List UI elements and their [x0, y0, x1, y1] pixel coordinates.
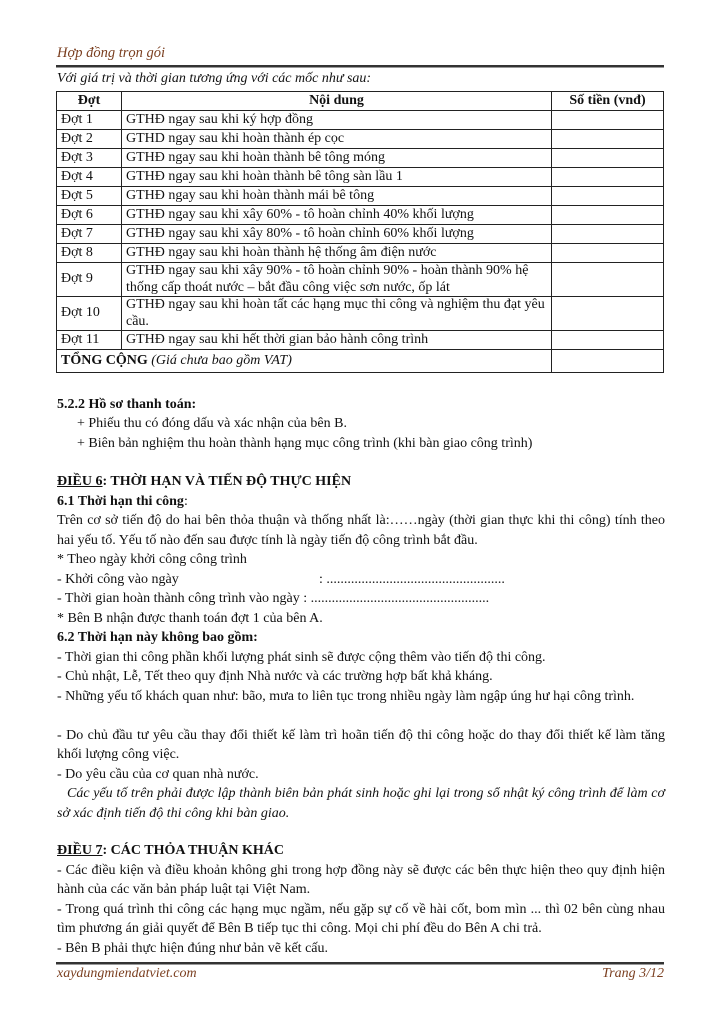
total-cell: [57, 350, 552, 373]
start-date-label: - Khởi công vào ngày: [57, 571, 179, 587]
row-dot: Đợt 2: [57, 130, 122, 149]
header-rule: [56, 65, 664, 68]
section-61-colon: :: [183, 493, 188, 509]
s522-item: + Phiếu thu có đóng dấu và xác nhận của bên B.: [77, 416, 347, 431]
row-dot: Đợt 10: [57, 297, 122, 331]
article-7-item: - Các điều kiện và điều khoản không ghi trong hợp đồng này sẽ được các bên thực hiện theo quy định hiện hành của các văn bản pháp luật tại Việt Nam.: [57, 862, 665, 897]
table-header-row: [57, 92, 664, 111]
row-content: GTHĐ ngay sau khi hoàn thành bê tông sàn lầu 1: [122, 168, 552, 187]
row-amount: [552, 149, 664, 168]
table-row: [57, 111, 664, 130]
article-7-item: - Bên B phải thực hiện đúng như bản vẽ kết cấu.: [57, 940, 328, 956]
finish-date-label: - Thời gian hoàn thành công trình vào ngày: [57, 591, 300, 606]
table-row: [57, 206, 664, 225]
s522-item: + Biên bản nghiệm thu hoàn thành hạng mục công trình (khi bàn giao công trình): [77, 435, 533, 451]
start-condition-2: * Bên B nhận được thanh toán đợt 1 của bên A.: [57, 610, 323, 626]
row-dot: Đợt 8: [57, 244, 122, 263]
start-date-line: [57, 570, 665, 590]
row-content: GTHĐ ngay sau khi xây 60% - tô hoàn chỉnh 40% khối lượng: [122, 206, 552, 225]
footer-rule: [56, 962, 664, 965]
section-61-title: 6.1 Thời hạn thi công: [57, 493, 184, 509]
row-amount: [552, 331, 664, 350]
finish-date-value: : ...................................................: [303, 591, 490, 606]
section-61-heading: [57, 492, 665, 512]
finish-date-line: [57, 589, 665, 609]
table-row: [57, 149, 664, 168]
row-dot: Đợt 6: [57, 206, 122, 225]
row-content: GTHĐ ngay sau khi hoàn thành mái bê tông: [122, 187, 552, 206]
table-total-row: [57, 350, 664, 373]
footer-website: xaydungmiendatviet.com: [57, 966, 197, 981]
row-content: GTHĐ ngay sau khi xây 80% - tô hoàn chỉnh 60% khối lượng: [122, 225, 552, 244]
row-content: GTHD ngay sau khi hoàn thành ép cọc: [122, 130, 552, 149]
row-amount: [552, 187, 664, 206]
article-7-item: - Trong quá trình thi công các hạng mục ngầm, nếu gặp sự cố về hài cốt, bom mìn ... thì 02 bên cùng nhau tìm phương án giải quyết để Bên B tiếp tục thi công. Mọi chi phí đều do Bên A chi trả.: [57, 901, 665, 936]
section-522-title: 5.2.2 Hồ sơ thanh toán:: [57, 397, 197, 412]
table-row: [57, 263, 664, 297]
row-dot: Đợt 11: [57, 331, 122, 350]
header-dot: Đợt: [57, 92, 122, 111]
row-amount: [552, 244, 664, 263]
row-amount: [552, 206, 664, 225]
article-7-label: ĐIỀU 7: [57, 843, 103, 858]
row-dot: Đợt 4: [57, 168, 122, 187]
start-condition-1: * Theo ngày khởi công công trình: [57, 552, 247, 567]
section-62-note: Các yếu tố trên phải được lập thành biên bản phát sinh hoặc ghi lại trong sổ nhật ký công trình để làm cơ sở xác định tiến độ thi công khi bàn giao.: [57, 786, 665, 821]
payment-schedule-table: [56, 91, 664, 373]
header-amount: Số tiền (vnđ): [552, 92, 664, 111]
s62-item: - Do yêu cầu của cơ quan nhà nước.: [57, 766, 259, 782]
row-amount: [552, 297, 664, 331]
row-content: GTHĐ ngay sau khi hoàn thành bê tông móng: [122, 149, 552, 168]
row-content: GTHĐ ngay sau khi ký hợp đồng: [122, 111, 552, 130]
row-content: GTHĐ ngay sau khi hoàn thành hệ thống âm điện nước: [122, 244, 552, 263]
footer-page-number: Trang 3/12: [602, 966, 664, 981]
row-dot: Đợt 9: [57, 263, 122, 297]
total-amount: [552, 350, 664, 373]
running-header-title: Hợp đồng trọn gói: [57, 45, 166, 61]
section-61-paragraph: Trên cơ sở tiến độ do hai bên thỏa thuận và thống nhất là:……ngày (thời gian thực khi thi công) tính theo hai yếu tố. Yếu tố nào đến sau được tính là ngày tiến độ công trình bắt đầu.: [57, 513, 665, 548]
article-7-title: : CÁC THỎA THUẬN KHÁC: [102, 843, 285, 858]
table-row: [57, 244, 664, 263]
article-6-heading: [57, 472, 665, 492]
s62-item: - Thời gian thi công phần khối lượng phát sinh sẽ được cộng thêm vào tiến độ thi công.: [57, 649, 546, 665]
section-62-title: 6.2 Thời hạn này không bao gồm:: [57, 630, 258, 645]
s62-item: - Do chủ đầu tư yêu cầu thay đổi thiết kế làm trì hoãn tiến độ thi công hoặc do thay đổi thiết kế làm tăng khối lượng công việc.: [57, 727, 665, 762]
total-note: (Giá chưa bao gồm VAT): [151, 352, 292, 368]
row-dot: Đợt 7: [57, 225, 122, 244]
row-content: GTHĐ ngay sau khi hết thời gian bảo hành công trình: [122, 331, 552, 350]
row-content: GTHĐ ngay sau khi xây 90% - tô hoàn chỉnh 90% - hoàn thành 90% hệ thống cấp thoát nước – bắt đầu công việc sơn nước, ốp lát: [122, 263, 552, 297]
table-row: [57, 168, 664, 187]
s62-item: - Chủ nhật, Lễ, Tết theo quy định Nhà nước và các trường hợp bất khả kháng.: [57, 669, 493, 684]
total-label: TỔNG CỘNG: [61, 352, 148, 368]
row-amount: [552, 130, 664, 149]
table-row: [57, 225, 664, 244]
start-date-value: : ...................................................: [319, 571, 505, 587]
table-row: [57, 297, 664, 331]
row-amount: [552, 263, 664, 297]
row-amount: [552, 168, 664, 187]
row-dot: Đợt 5: [57, 187, 122, 206]
row-dot: Đợt 1: [57, 111, 122, 130]
article-6-label: ĐIỀU 6: [57, 474, 103, 489]
row-content: GTHĐ ngay sau khi hoàn tất các hạng mục thi công và nghiệm thu đạt yêu cầu.: [122, 297, 552, 331]
table-intro: Với giá trị và thời gian tương ứng với các mốc như sau:: [57, 71, 372, 86]
header-content: Nội dung: [122, 92, 552, 111]
table-row: [57, 331, 664, 350]
row-amount: [552, 111, 664, 130]
row-dot: Đợt 3: [57, 149, 122, 168]
article-7-heading: [57, 841, 665, 861]
table-row: [57, 130, 664, 149]
article-6-title: : THỜI HẠN VÀ TIẾN ĐỘ THỰC HIỆN: [102, 474, 352, 489]
s62-item: - Những yếu tố khách quan như: bão, mưa to liên tục trong nhiều ngày làm ngập úng hư hại công trình.: [57, 688, 635, 704]
table-row: [57, 187, 664, 206]
row-amount: [552, 225, 664, 244]
